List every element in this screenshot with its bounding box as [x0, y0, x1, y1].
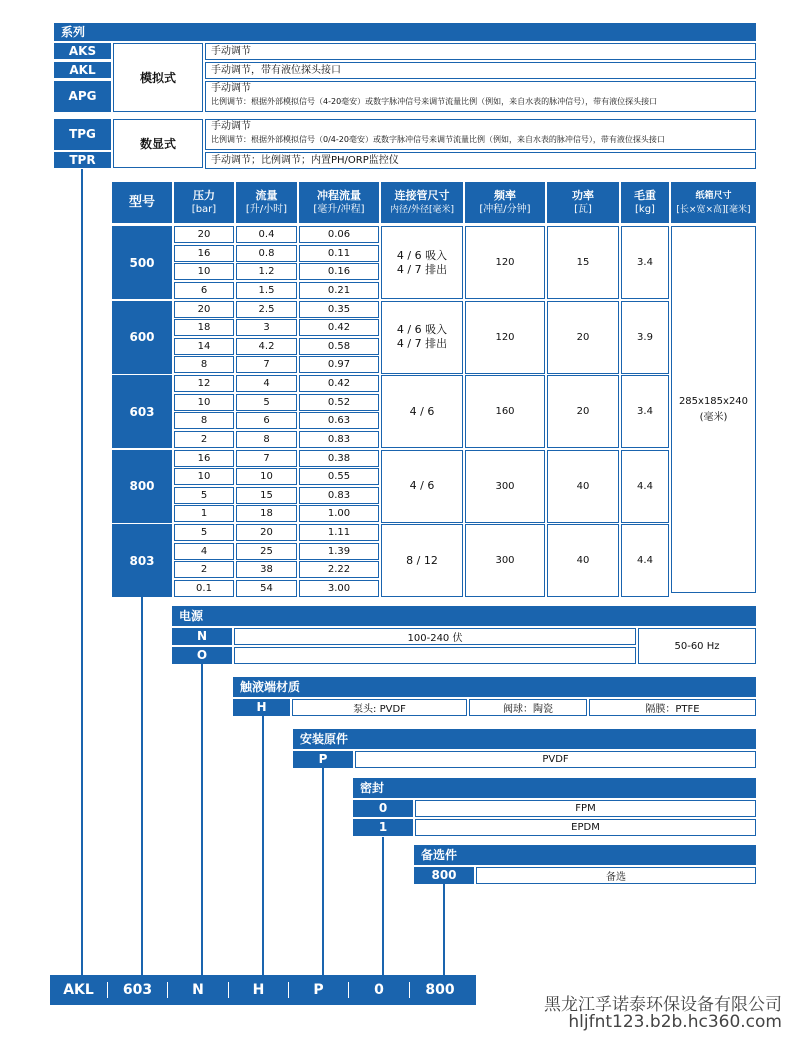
box-size-cell	[671, 226, 756, 593]
pressure-cell: 14	[174, 338, 234, 355]
flow-cell: 0.8	[236, 245, 297, 262]
tpg-line2: 比例调节：根据外部模拟信号（0/4-20毫安）或数字脉冲信号来调节流量比例（例如，来自水表的脉冲信号），带有液位探头接口	[211, 135, 665, 144]
connector-line-install	[322, 767, 324, 975]
connection-size-line: 8 / 12	[406, 553, 438, 567]
pressure-cell: 20	[174, 226, 234, 243]
install-value: PVDF	[355, 751, 756, 768]
power-cell: 40	[547, 450, 619, 523]
code-tpg: TPG	[54, 119, 111, 150]
stroke-volume-cell: 3.00	[299, 580, 379, 597]
box-size-line: 285x185x240	[678, 395, 749, 407]
connection-size-line: 4 / 6	[409, 404, 435, 418]
model-600: 600	[112, 301, 172, 374]
code-tpr: TPR	[54, 152, 111, 168]
spec-header-4	[381, 182, 463, 223]
spec-header-title: 冲程流量	[317, 188, 361, 202]
model-800: 800	[112, 450, 172, 523]
weight-cell: 3.4	[621, 375, 669, 448]
stroke-volume-cell: 0.58	[299, 338, 379, 355]
apg-line1: 手动调节	[211, 83, 251, 94]
flow-cell: 15	[236, 487, 297, 504]
stroke-volume-cell: 0.97	[299, 356, 379, 373]
model-803: 803	[112, 524, 172, 597]
tpg-desc	[205, 119, 756, 150]
spec-header-1	[174, 182, 234, 223]
pressure-cell: 12	[174, 375, 234, 392]
order-code-material: H	[252, 982, 265, 998]
seal-code-0: 0	[353, 800, 413, 817]
power-code-o: O	[172, 647, 232, 664]
connector-line-series	[81, 169, 83, 975]
order-code-model: 603	[122, 982, 153, 998]
flow-cell: 0.4	[236, 226, 297, 243]
spec-header-title: 纸箱尺寸	[695, 190, 732, 201]
power-cell: 20	[547, 301, 619, 374]
connection-size	[381, 450, 463, 523]
material-valve-ball: 阀球：陶瓷	[469, 699, 587, 716]
connector-line-power	[201, 664, 203, 975]
flow-cell: 6	[236, 412, 297, 429]
spec-header-5	[465, 182, 545, 223]
option-value: 备选	[476, 867, 756, 884]
stroke-volume-cell: 0.38	[299, 450, 379, 467]
spec-header-unit: [冲程/分钟]	[479, 203, 531, 215]
pressure-cell: 5	[174, 487, 234, 504]
pressure-cell: 10	[174, 468, 234, 485]
stroke-volume-cell: 0.16	[299, 263, 379, 280]
frequency-cell: 300	[465, 524, 545, 597]
akl-desc: 手动调节，带有液位探头接口	[205, 62, 756, 79]
spec-header-unit: [kg]	[635, 203, 655, 215]
apg-line2: 比例调节：根据外部模拟信号（4-20毫安）或数字脉冲信号来调节流量比例（例如，来自水表的脉冲信号），带有液位探头接口	[211, 97, 658, 106]
pressure-cell: 2	[174, 561, 234, 578]
power-header: 电源	[172, 606, 756, 626]
spec-header-title: 连接管尺寸	[394, 188, 450, 202]
connection-size-line: 4 / 7 排出	[396, 262, 448, 276]
connector-line-seal	[382, 837, 384, 975]
pressure-cell: 2	[174, 431, 234, 448]
connector-line-option	[443, 884, 445, 975]
code-akl: AKL	[54, 62, 111, 78]
material-header: 触液端材质	[233, 677, 756, 697]
flow-cell: 8	[236, 431, 297, 448]
frequency-cell: 120	[465, 301, 545, 374]
flow-cell: 25	[236, 543, 297, 560]
connection-size	[381, 301, 463, 374]
connection-size	[381, 375, 463, 448]
flow-cell: 1.2	[236, 263, 297, 280]
pressure-cell: 20	[174, 301, 234, 318]
pressure-cell: 16	[174, 450, 234, 467]
connection-size	[381, 226, 463, 299]
model-500: 500	[112, 226, 172, 299]
power-code-n: N	[172, 628, 232, 645]
order-code-power: N	[192, 982, 204, 998]
spec-header-unit: [瓦]	[574, 203, 592, 215]
code-aks: AKS	[54, 43, 111, 59]
power-cell: 15	[547, 226, 619, 299]
stroke-volume-cell: 0.55	[299, 468, 379, 485]
weight-cell: 3.4	[621, 226, 669, 299]
pressure-cell: 6	[174, 282, 234, 299]
material-pump-head: 泵头: PVDF	[292, 699, 467, 716]
stroke-volume-cell: 1.11	[299, 524, 379, 541]
pressure-cell: 10	[174, 263, 234, 280]
seal-header: 密封	[353, 778, 756, 798]
power-n-text: 100-240 伏	[234, 628, 636, 645]
spec-header-unit: 内径/外径[毫米]	[389, 204, 455, 215]
tpg-line1: 手动调节	[211, 121, 251, 132]
connection-size-line: 4 / 7 排出	[396, 337, 448, 350]
pressure-cell: 16	[174, 245, 234, 262]
pressure-cell: 10	[174, 394, 234, 411]
order-code-bar	[50, 975, 476, 1005]
spec-header-6	[547, 182, 619, 223]
stroke-volume-cell: 0.42	[299, 319, 379, 336]
flow-cell: 4	[236, 375, 297, 392]
series-header: 系列	[54, 23, 756, 41]
pressure-cell: 8	[174, 412, 234, 429]
stroke-volume-cell: 0.63	[299, 412, 379, 429]
spec-header-title: 频率	[494, 188, 516, 202]
spec-header-title: 压力	[193, 188, 215, 202]
pressure-cell: 18	[174, 319, 234, 336]
seal-epdm: EPDM	[415, 819, 756, 836]
weight-cell: 4.4	[621, 450, 669, 523]
spec-header-title: 毛重	[634, 188, 656, 202]
spec-header-3	[299, 182, 379, 223]
pressure-cell: 8	[174, 356, 234, 373]
connector-line-model	[141, 594, 143, 975]
stroke-volume-cell: 0.83	[299, 431, 379, 448]
pressure-cell: 1	[174, 505, 234, 522]
order-code-install: P	[313, 982, 324, 998]
spec-header-8	[671, 182, 756, 223]
watermark-url: hljfnt123.b2b.hc360.com	[568, 1012, 782, 1032]
flow-cell: 54	[236, 580, 297, 597]
connection-size-line: 4 / 6	[409, 479, 435, 492]
model-603: 603	[112, 375, 172, 448]
order-code-seal: 0	[374, 982, 384, 998]
material-diaphragm: 隔膜：PTFE	[589, 699, 756, 716]
spec-header-title: 型号	[128, 194, 155, 210]
power-frequency: 50-60 Hz	[638, 628, 756, 664]
spec-header-unit: [bar]	[191, 203, 217, 215]
spec-header-0	[112, 182, 172, 223]
box-size-line: (毫米)	[699, 411, 728, 423]
analog-label: 模拟式	[113, 43, 203, 112]
order-code-series: AKL	[63, 982, 94, 998]
install-header: 安装原件	[293, 729, 756, 749]
pressure-cell: 0.1	[174, 580, 234, 597]
spec-header-unit: [毫升/冲程]	[313, 203, 365, 215]
order-code-option: 800	[425, 982, 455, 998]
install-code: P	[293, 751, 353, 768]
flow-cell: 2.5	[236, 301, 297, 318]
power-cell: 40	[547, 524, 619, 597]
stroke-volume-cell: 0.35	[299, 301, 379, 318]
frequency-cell: 120	[465, 226, 545, 299]
flow-cell: 1.5	[236, 282, 297, 299]
spec-header-7	[621, 182, 669, 223]
watermark-company: 黑龙江孚诺泰环保设备有限公司	[544, 995, 782, 1015]
power-o-text	[234, 647, 636, 664]
stroke-volume-cell: 1.00	[299, 505, 379, 522]
flow-cell: 18	[236, 505, 297, 522]
connection-size	[381, 524, 463, 597]
spec-header-unit: [升/小时]	[245, 203, 288, 215]
pressure-cell: 4	[174, 543, 234, 560]
flow-cell: 5	[236, 394, 297, 411]
flow-cell: 10	[236, 468, 297, 485]
spec-header-unit: [长×宽×高][毫米]	[676, 204, 751, 215]
stroke-volume-cell: 1.39	[299, 543, 379, 560]
stroke-volume-cell: 0.11	[299, 245, 379, 262]
flow-cell: 20	[236, 524, 297, 541]
spec-header-title: 功率	[572, 188, 594, 202]
spec-header-2	[236, 182, 297, 223]
frequency-cell: 160	[465, 375, 545, 448]
aks-desc: 手动调节	[205, 43, 756, 60]
frequency-cell: 300	[465, 450, 545, 523]
tpr-desc: 手动调节；比例调节；内置PH/ORP监控仪	[205, 152, 756, 169]
flow-cell: 7	[236, 356, 297, 373]
code-apg: APG	[54, 81, 111, 112]
stroke-volume-cell: 0.06	[299, 226, 379, 243]
flow-cell: 38	[236, 561, 297, 578]
pressure-cell: 5	[174, 524, 234, 541]
weight-cell: 3.9	[621, 301, 669, 374]
apg-desc	[205, 81, 756, 112]
connection-size-line: 4 / 6 吸入	[396, 323, 448, 336]
flow-cell: 7	[236, 450, 297, 467]
stroke-volume-cell: 2.22	[299, 561, 379, 578]
stroke-volume-cell: 0.83	[299, 487, 379, 504]
option-header: 备选件	[414, 845, 756, 865]
connection-size-line: 4 / 6 吸入	[396, 248, 448, 262]
seal-fpm: FPM	[415, 800, 756, 817]
stroke-volume-cell: 0.52	[299, 394, 379, 411]
material-code: H	[233, 699, 290, 716]
flow-cell: 3	[236, 319, 297, 336]
option-code: 800	[414, 867, 474, 884]
flow-cell: 4.2	[236, 338, 297, 355]
digital-label: 数显式	[113, 119, 203, 168]
weight-cell: 4.4	[621, 524, 669, 597]
spec-header-title: 流量	[255, 188, 278, 202]
stroke-volume-cell: 0.21	[299, 282, 379, 299]
seal-code-1: 1	[353, 819, 413, 836]
connector-line-material	[262, 716, 264, 975]
stroke-volume-cell: 0.42	[299, 375, 379, 392]
power-cell: 20	[547, 375, 619, 448]
